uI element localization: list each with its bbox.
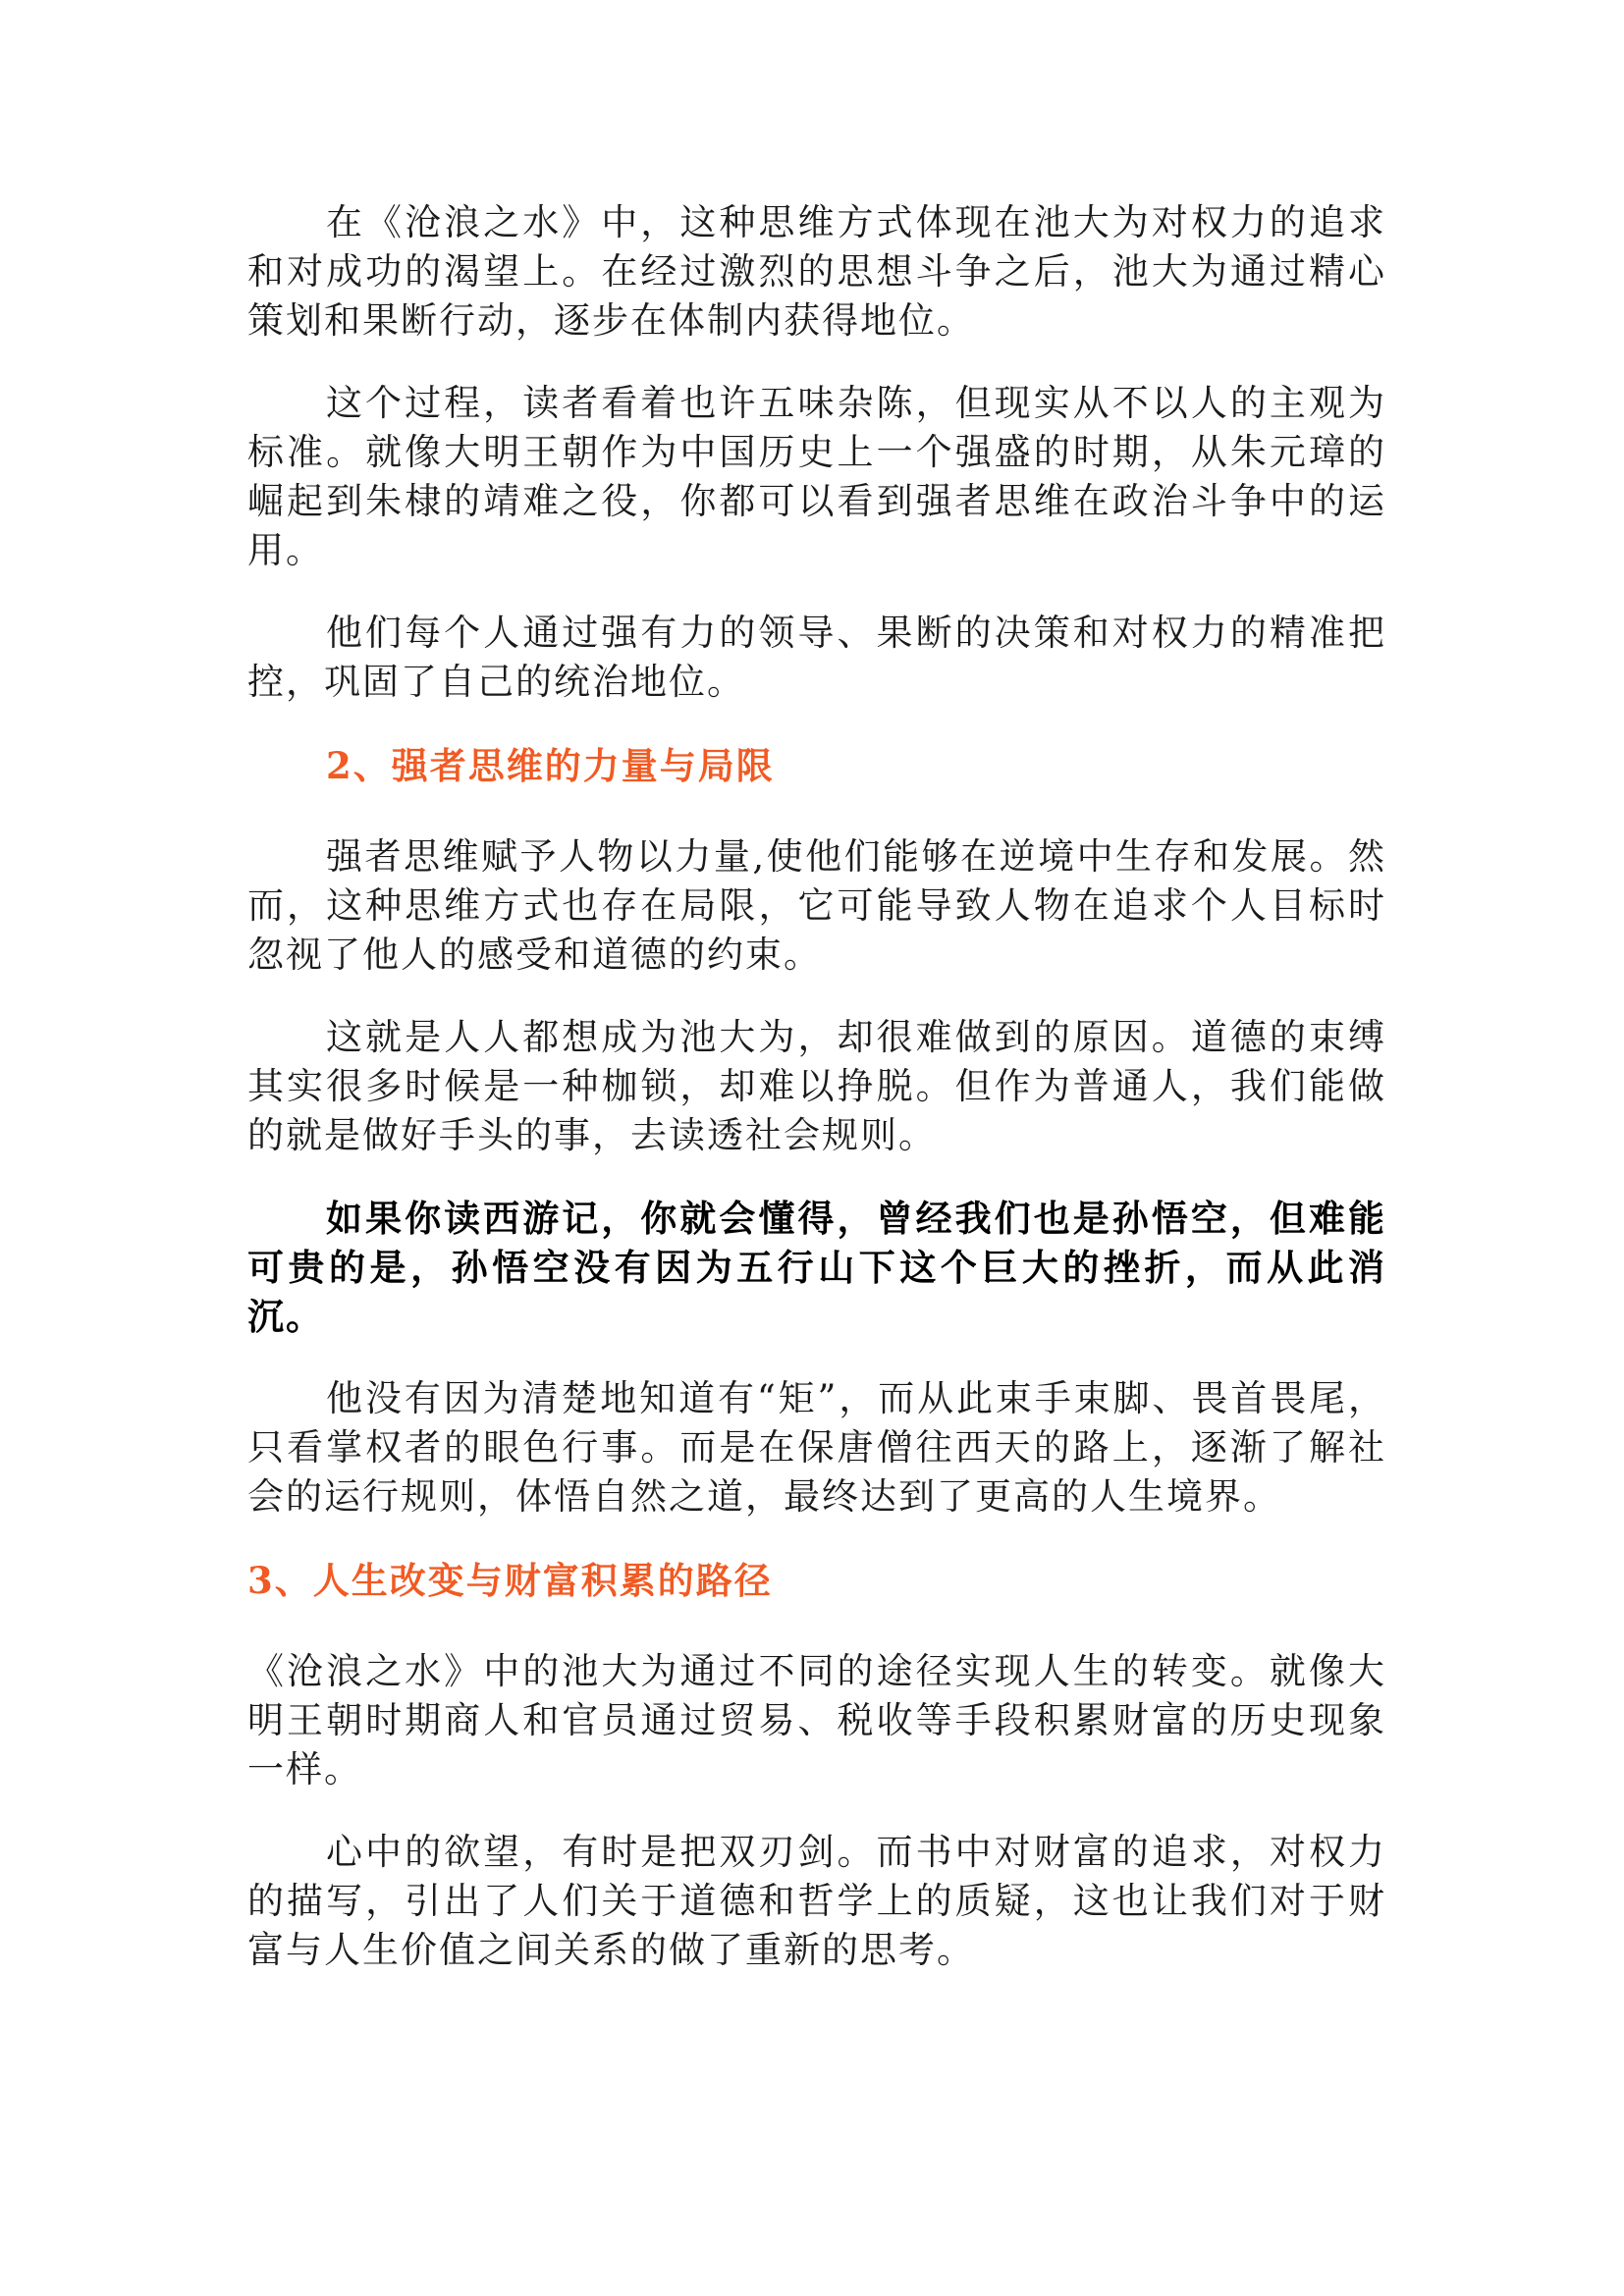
paragraph-power-pursuit: 在《沧浪之水》中，这种思维方式体现在池大为对权力的追求和对成功的渴望上。在经过激烈的思想斗争之后，池大为通过精心策划和果断行动，逐步在体制内获得地位。: [247, 201, 1386, 342]
document-page: [247, 198, 1386, 2008]
section-heading-3: 3、人生改变与财富积累的路径: [247, 1559, 773, 1602]
paragraph-wealth-reflection: 心中的欲望，有时是把双刃剑。而书中对财富的追求，对权力的描写，引出了人们关于道德和哲学上的质疑，这也让我们对于财富与人生价值之间关系的做了重新的思考。: [247, 1831, 1386, 1971]
paragraph-rulers-control: 他们每个人通过强有力的领导、果断的决策和对权力的精准把控，巩固了自己的统治地位。: [247, 612, 1386, 703]
paragraph-life-change: 《沧浪之水》中的池大为通过不同的途径实现人生的转变。就像大明王朝时期商人和官员通过贸易、税收等手段积累财富的历史现象一样。: [247, 1650, 1386, 1790]
paragraph-ming-dynasty: 这个过程，读者看着也许五味杂陈，但现实从不以人的主观为标准。就像大明王朝作为中国历史上一个强盛的时期，从朱元璋的崛起到朱棣的靖难之役，你都可以看到强者思维在政治斗争中的运用。: [247, 382, 1386, 571]
paragraph-journey-west-bold: 如果你读西游记，你就会懂得，曾经我们也是孙悟空，但难能可贵的是，孙悟空没有因为五行山下这个巨大的挫折，而从此消沉。: [247, 1197, 1386, 1338]
paragraph-strength-limits: 强者思维赋予人物以力量,使他们能够在逆境中生存和发展。然而，这种思维方式也存在局限，它可能导致人物在追求个人目标时忽视了他人的感受和道德的约束。: [247, 835, 1386, 976]
paragraph-moral-constraints: 这就是人人都想成为池大为，却很难做到的原因。道德的束缚其实很多时候是一种枷锁，却难以挣脱。但作为普通人，我们能做的就是做好手头的事，去读透社会规则。: [247, 1016, 1386, 1156]
section-heading-2: 2、强者思维的力量与局限: [326, 744, 775, 787]
paragraph-social-rules: 他没有因为清楚地知道有“矩”，而从此束手束脚、畏首畏尾，只看掌权者的眼色行事。而是在保唐僧往西天的路上，逐渐了解社会的运行规则，体悟自然之道，最终达到了更高的人生境界。: [247, 1377, 1386, 1518]
